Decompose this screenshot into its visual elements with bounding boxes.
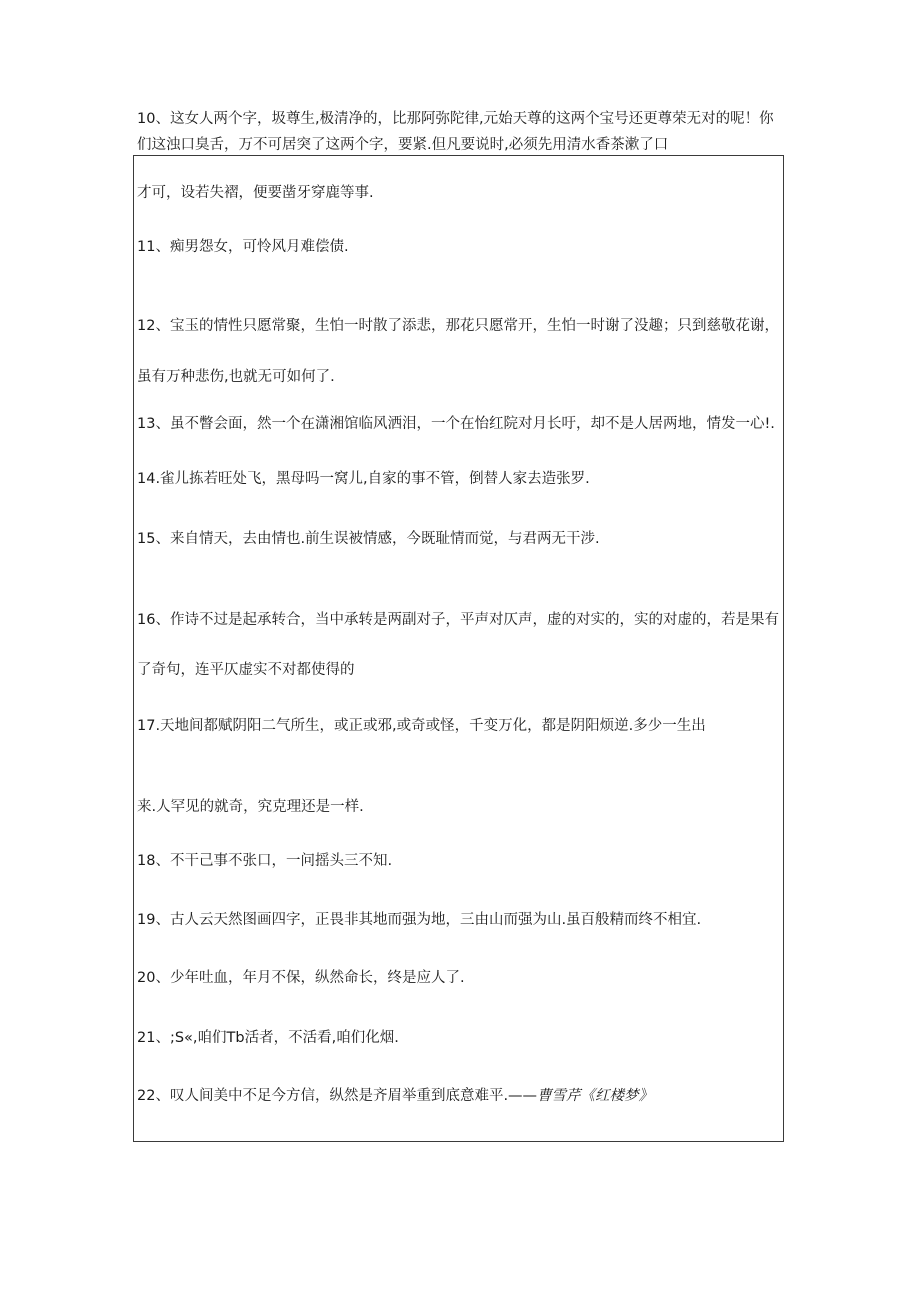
text-line: 15、来自情天，去由情也.前生误被情感，今既耻情而觉，与君两无干涉. bbox=[137, 531, 600, 547]
quote-text: 22、叹人间美中不足今方信，纵然是齐眉举重到底意难平.—— bbox=[137, 1088, 538, 1104]
text-line: 16、作诗不过是起承转合，当中承转是两副对子，平声对仄声，虚的对实的，实的对虚的，若是果有 bbox=[137, 612, 779, 628]
content-border-box bbox=[133, 155, 784, 1142]
text-line: 虽有万种悲伤,也就无可如何了. bbox=[137, 369, 335, 385]
text-line: 18、不干己事不张口，一问摇头三不知. bbox=[137, 853, 393, 869]
text-line: 11、痴男怨女，可怜风月难偿债. bbox=[137, 239, 349, 255]
text-line: 21、;S«,咱们Tb活者，不活看,咱们化烟. bbox=[137, 1030, 399, 1046]
text-line: 19、古人云天然图画四字，正畏非其地而强为地，三由山而强为山.虽百般精而终不相宜. bbox=[137, 912, 702, 928]
text-line: 才可，设若失褶，便要凿牙穿鹿等事. bbox=[137, 185, 374, 201]
text-line-final bbox=[137, 1086, 653, 1106]
text-line: 13、虽不瞥会面，然一个在潇湘馆临风洒泪，一个在怡红院对月长吁，却不是人居两地，情发一心!. bbox=[137, 416, 775, 432]
text-line: 17.天地间都赋阴阳二气所生，或正或邪,或奇或怪，千变万化，都是阴阳烦逆.多少一生出 bbox=[137, 718, 706, 734]
text-line: 来.人罕见的就奇，究克理还是一样. bbox=[137, 799, 364, 815]
author-attribution: 曹雪芹《红楼梦》 bbox=[537, 1088, 654, 1104]
intro-paragraph: 10、这女人两个字，圾尊生,极清净的，比那阿弥陀律,元始天尊的这两个宝号还更尊荣无对的呢！你们这浊口臭舌，万不可居突了这两个字，要紧.但凡要说时,必须先用清水香茶漱了口 bbox=[137, 111, 774, 153]
text-line: 了奇句，连平仄虚实不对都使得的 bbox=[137, 662, 355, 678]
text-line: 20、少年吐血，年月不保，纵然命长，终是应人了. bbox=[137, 970, 465, 986]
text-line: 12、宝玉的情性只愿常聚，生怕一时散了添悲，那花只愿常开，生怕一时谢了没趣；只到慈敬花谢， bbox=[137, 318, 779, 334]
text-line: 14.雀儿拣若旺处飞，黑母吗一窝儿,自家的事不管，倒替人家去造张罗. bbox=[137, 471, 590, 487]
